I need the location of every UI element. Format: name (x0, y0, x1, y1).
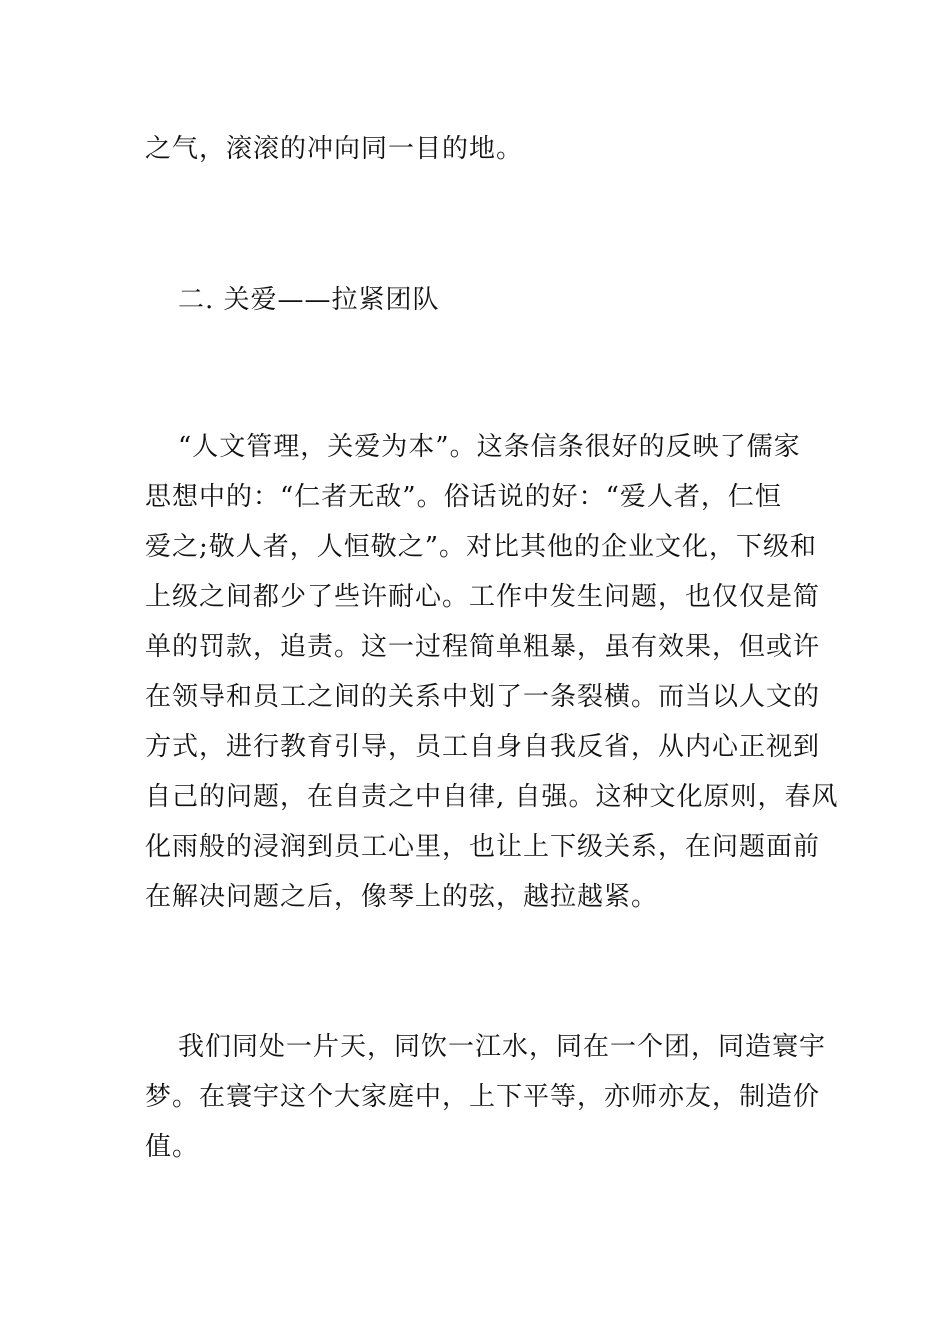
paragraph-1-line-1: 之气，滚滚的冲向同一目的地。 (145, 134, 524, 164)
paragraph-3-line-2: 梦。在寰宇这个大家庭中，上下平等，亦师亦友，制造价 (145, 1082, 821, 1112)
paragraph-2-line-8: 自己的问题，在自责之中自律, 自强。这种文化原则，春风 (145, 782, 839, 812)
paragraph-2-line-9: 化雨般的浸润到员工心里，也让上下级关系，在问题面前 (145, 832, 821, 862)
paragraph-2-line-7: 方式，进行教育引导，员工自身自我反省，从内心正视到 (145, 732, 821, 762)
paragraph-2-line-1: “人文管理，关爱为本”。这条信条很好的反映了儒家 (178, 432, 801, 462)
paragraph-3-line-1: 我们同处一片天，同饮一江水，同在一个团，同造寰宇 (178, 1032, 827, 1062)
paragraph-2-line-3: 爱之;敬人者，人恒敬之”。对比其他的企业文化，下级和 (145, 532, 818, 562)
paragraph-3-line-3: 值。 (145, 1132, 200, 1162)
paragraph-2-line-6: 在领导和员工之间的关系中划了一条裂横。而当以人文的 (145, 682, 821, 712)
section-heading: 二. 关爱——拉紧团队 (178, 285, 440, 315)
paragraph-2-line-4: 上级之间都少了些许耐心。工作中发生问题，也仅仅是简 (145, 582, 821, 612)
paragraph-2-line-5: 单的罚款，追责。这一过程简单粗暴，虽有效果，但或许 (145, 632, 821, 662)
paragraph-2-line-2: 思想中的：“仁者无敌”。俗话说的好：“爱人者，仁恒 (145, 482, 782, 512)
paragraph-2-line-10: 在解决问题之后，像琴上的弦，越拉越紧。 (145, 882, 659, 912)
